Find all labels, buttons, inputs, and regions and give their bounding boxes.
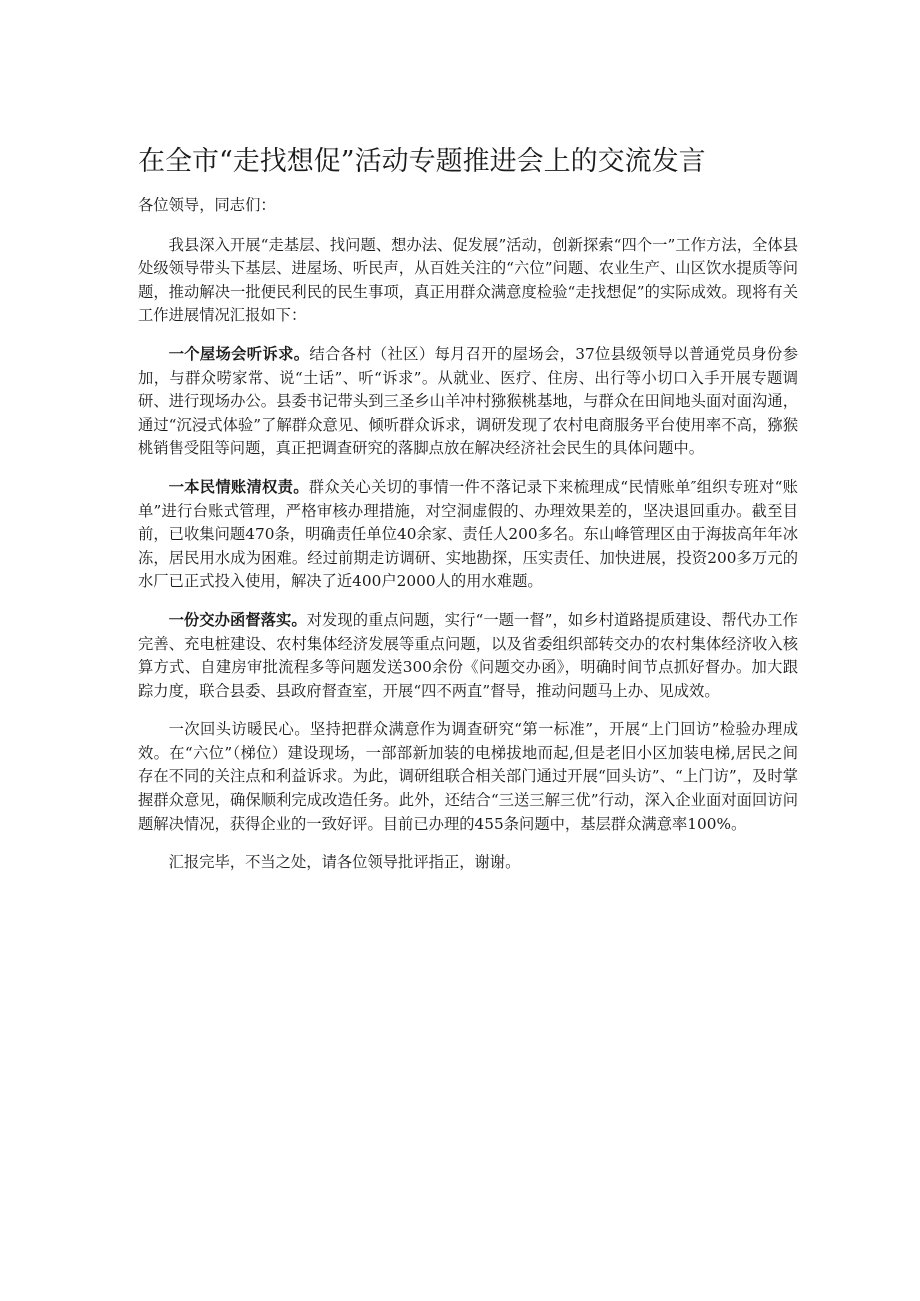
section-paragraph-3 <box>138 609 798 703</box>
section-text-1: 结合各村（社区）每月召开的屋场会，37位县级领导以普通党员身份参加，与群众唠家常、说“土话”、听“诉求”。从就业、医疗、住房、出行等小切口入手开展专题调研、进行现场办公。县委书记带头到三圣乡山羊冲村猕猴桃基地，与群众在田间地头面对面沟通，通过“沉浸式体验”了解群众意见、倾听群众诉求，调研发现了农村电商服务平台使用率不高，猕猴桃销售受阻等问题，真正把调查研究的落脚点放在解决经济社会民生的具体问题中。 <box>138 344 798 458</box>
greeting: 各位领导，同志们： <box>138 196 276 214</box>
section-heading-1: 一个屋场会听诉求。 <box>168 344 310 363</box>
closing-paragraph: 汇报完毕，不当之处，请各位领导批评指正，谢谢。 <box>168 853 521 872</box>
section-text-4: 一次回头访暖民心。坚持把群众满意作为调查研究“第一标准”，开展“上门回访”检验办理成效。在“六位”（梯位）建设现场，一部部新加装的电梯拔地而起,但是老旧小区加装电梯,居民之间存在不同的关注点和利益诉求。为此，调研组联合相关部门通过开展“回头访”、“上门访”，及时掌握群众意见，确保顺利完成改造任务。此外，还结合“三送三解三优”行动，深入企业面对面回访问题解决情况，获得企业的一致好评。目前已办理的455条问题中，基层群众满意率100%。 <box>138 720 798 833</box>
intro-paragraph: 我县深入开展“走基层、找问题、想办法、促发展”活动，创新探索“四个一”工作方法，全体县处级领导带头下基层、进屋场、听民声，从百姓关注的“六位”问题、农业生产、山区饮水提质等问题，推动解决一批便民利民的民生事项，真正用群众满意度检验“走找想促”的实际成效。现将有关工作进展情况汇报如下： <box>138 235 798 325</box>
document-page <box>138 140 798 890</box>
document-title: 在全市“走找想促”活动专题推进会上的交流发言 <box>138 146 706 177</box>
section-text-2: 群众关心关切的事情一件不落记录下来梳理成“民情账单″组织专班对“账单”进行台账式管理，严格审核办理措施，对空洞虚假的、办理效果差的，坚决退回重办。截至目前，已收集问题470条，明确责任单位40余家、责任人200多名。东山峰管理区由于海拔高年年冰冻，居民用水成为困难。经过前期走访调研、实地勘探，压实责任、加快进展，投资200多万元的水厂已正式投入使用，解决了近400户2000人的用水难题。 <box>138 477 798 591</box>
section-paragraph-2 <box>138 476 798 594</box>
section-paragraph-1 <box>138 343 798 461</box>
section-paragraph-4 <box>138 718 798 836</box>
section-heading-3: 一份交办函督落实。 <box>168 610 307 629</box>
section-text-3: 对发现的重点问题，实行“一题一督”，如乡村道路提质建设、帮代办工作完善、充电桩建设、农村集体经济发展等重点问题，以及省委组织部转交办的农村集体经济收入核算方式、自建房审批流程多等问题发送300余份《问题交办函》，明确时间节点抓好督办。加大跟踪力度，联合县委、县政府督查室，开展“四不两直”督导，推动问题马上办、见成效。 <box>138 610 798 700</box>
section-heading-2: 一本民情账清权责。 <box>168 477 309 496</box>
